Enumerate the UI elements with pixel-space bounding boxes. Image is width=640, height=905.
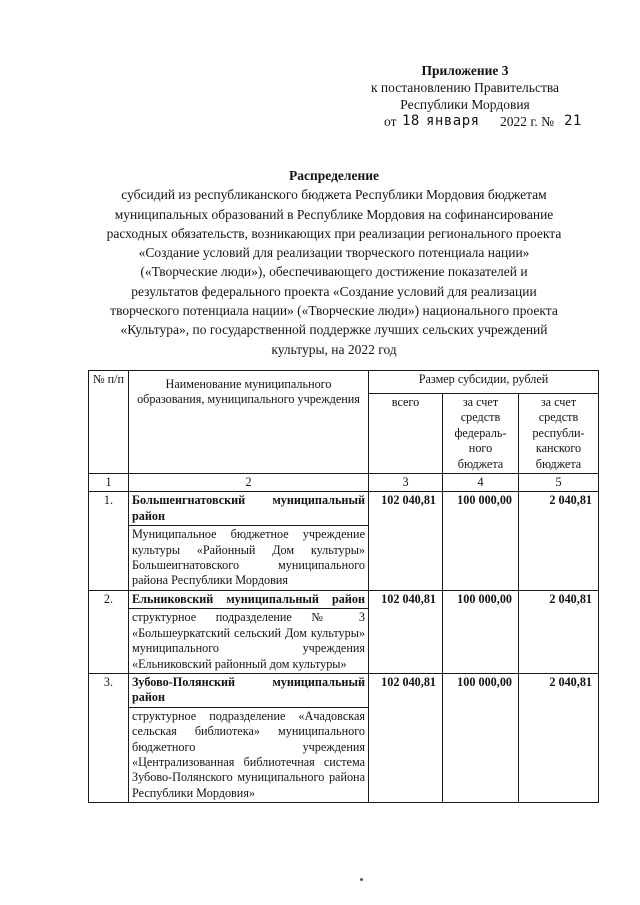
row-district: Зубово-Полянский муниципальный район: [129, 673, 369, 707]
row-total: 102 040,81: [369, 492, 443, 590]
row-institution: структурное подразделение «Ачадовская сельская библиотека» муниципального бюджетного учреждения «Централизованная библиотечная система Зубово-Полянского муниципального района Республики Мордовия»: [129, 707, 369, 802]
row-republic: 2 040,81: [519, 492, 599, 590]
row-total: 102 040,81: [369, 673, 443, 802]
heading-line: творческого потенциала нации» («Творческие люди») национального проекта: [110, 303, 558, 319]
annex-block: [340, 62, 590, 130]
heading-line: результатов федерального проекта «Создание условий для реализации: [131, 283, 537, 299]
row-total: 102 040,81: [369, 590, 443, 673]
col-number-3: 3: [369, 474, 443, 492]
header-amount: Размер субсидии, рублей: [369, 371, 599, 394]
row-institution: Муниципальное бюджетное учреждение культуры «Районный Дом культуры» Большеигнатовского муниципального района Республики Мордовия: [129, 526, 369, 591]
header-total: всего: [369, 394, 443, 474]
heading-line: «Создание условий для реализации творческого потенциала нации»: [138, 245, 530, 261]
row-num: 1.: [89, 492, 129, 590]
heading-line: («Творческие люди»), обеспечивающего достижение показателей и: [140, 264, 528, 280]
heading-line: муниципальных образований в Республике Мордовия на софинансирование: [114, 206, 554, 222]
row-federal: 100 000,00: [443, 590, 519, 673]
heading-line: «Культура», по государственной поддержке лучших сельских учреждений: [120, 322, 548, 338]
table-row: [89, 673, 599, 707]
annex-date-month: января: [426, 113, 480, 129]
subsidy-table: [88, 370, 599, 803]
col-number-2: 2: [129, 474, 369, 492]
annex-title: Приложение 3: [421, 63, 509, 78]
row-num: 3.: [89, 673, 129, 802]
document-heading: [78, 166, 590, 359]
annex-line-2: Республики Мордовия: [400, 97, 530, 112]
row-federal: 100 000,00: [443, 673, 519, 802]
col-number-5: 5: [519, 474, 599, 492]
scan-speck: [360, 878, 363, 881]
annex-date-line: [340, 113, 590, 130]
annex-date-year: 2022 г. №: [500, 114, 555, 129]
annex-line-1: к постановлению Правительства: [370, 80, 560, 95]
annex-date-prefix: от: [384, 114, 397, 129]
heading-title: Распределение: [288, 168, 380, 183]
heading-line: культуры, на 2022 год: [271, 341, 397, 357]
annex-date-day: 18: [402, 113, 420, 129]
header-name: Наименование муниципального образования, муниципального учреждения: [129, 371, 369, 474]
heading-line: субсидий из республиканского бюджета Республики Мордовия бюджетам: [121, 187, 547, 203]
col-number-1: 1: [89, 474, 129, 492]
row-district: Ельниковский муниципальный район: [129, 590, 369, 608]
row-republic: 2 040,81: [519, 673, 599, 802]
header-num: № п/п: [89, 371, 129, 474]
row-institution: структурное подразделение № 3 «Большеуркатский сельский Дом культуры» муниципального учреждения «Ельниковский районный дом культуры»: [129, 609, 369, 674]
col-number-4: 4: [443, 474, 519, 492]
row-district: Большеигнатовский муниципальный район: [129, 492, 369, 526]
row-federal: 100 000,00: [443, 492, 519, 590]
annex-date-number: 21: [564, 113, 582, 129]
table-row: [89, 492, 599, 526]
row-republic: 2 040,81: [519, 590, 599, 673]
row-num: 2.: [89, 590, 129, 673]
header-republic: за счет средств республи-канского бюджета: [519, 394, 599, 474]
table-row: [89, 590, 599, 608]
header-federal: за счет средств федераль-ного бюджета: [443, 394, 519, 474]
heading-line: расходных обязательств, возникающих при реализации регионального проекта: [106, 225, 562, 241]
